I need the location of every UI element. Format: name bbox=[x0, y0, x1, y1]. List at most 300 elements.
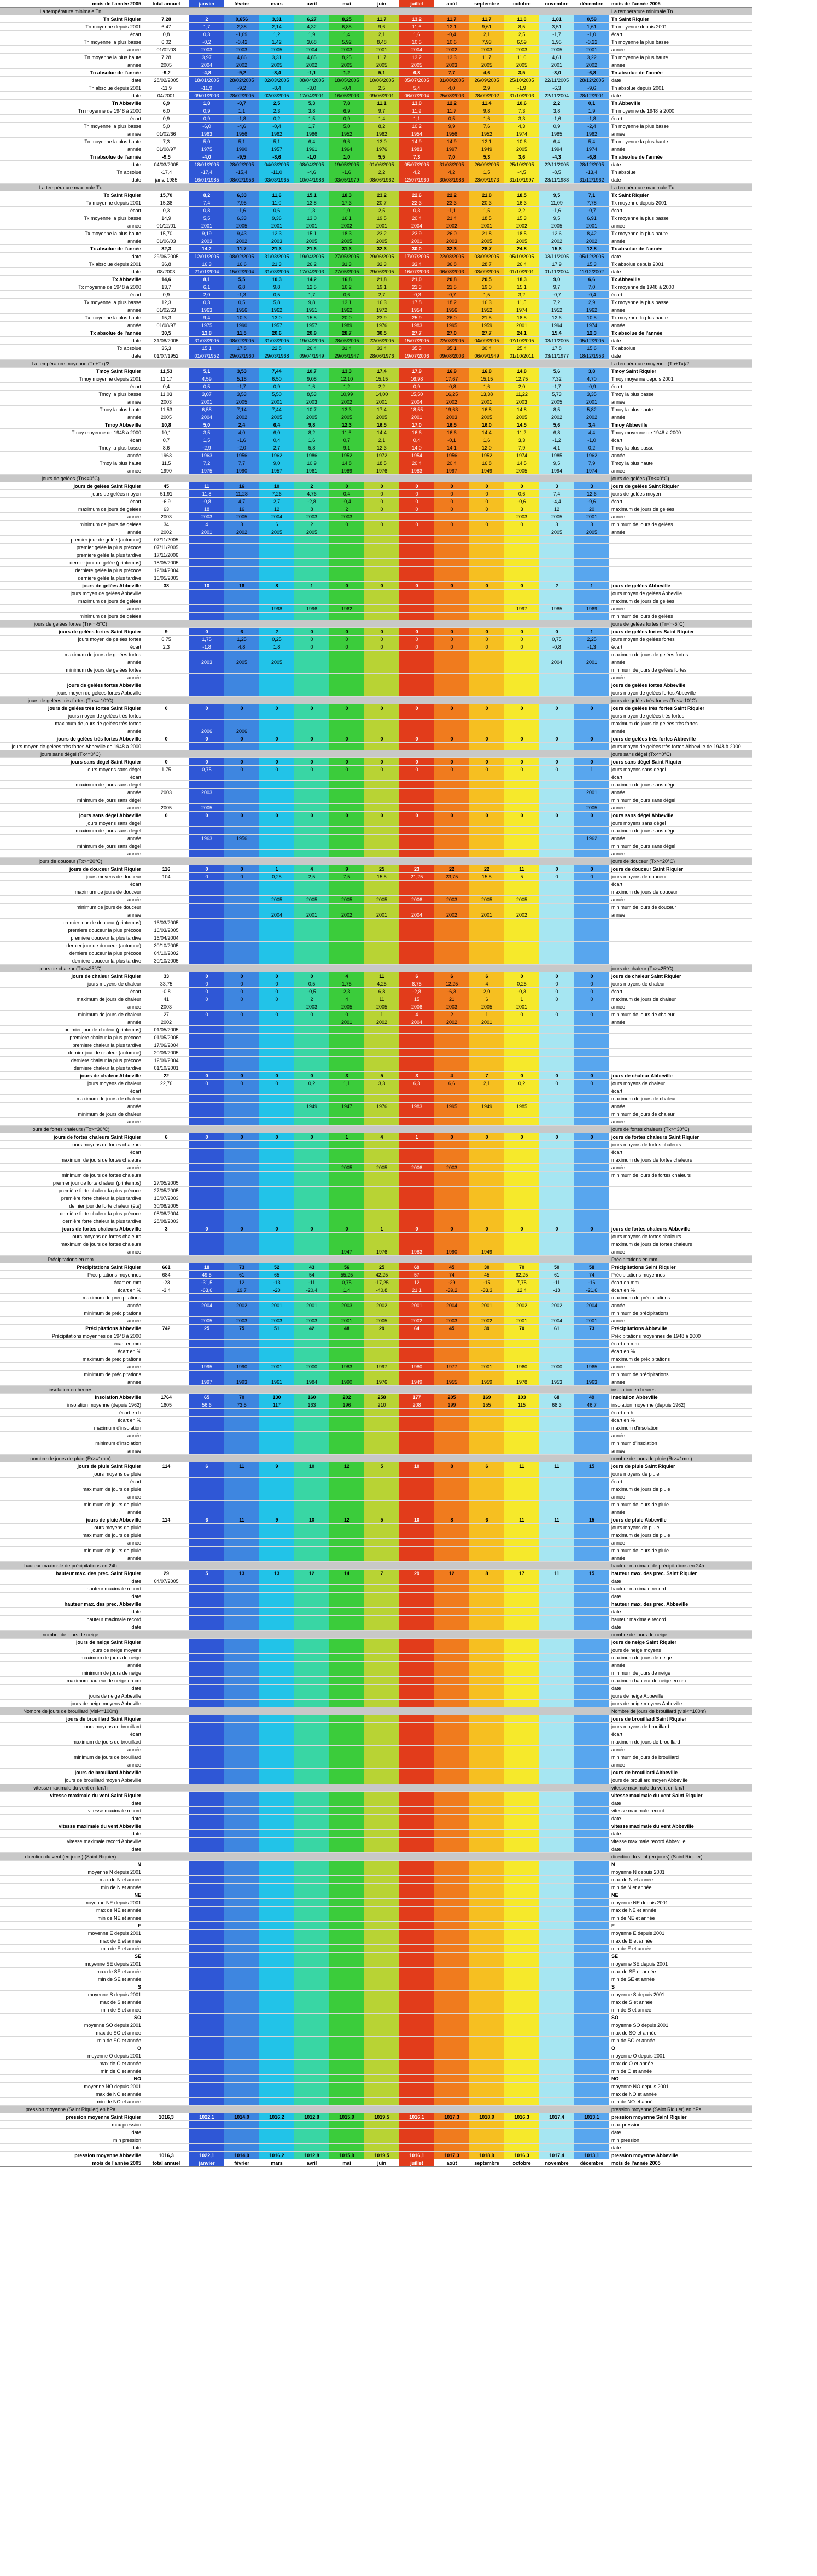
month-cell bbox=[539, 1930, 574, 1937]
month-cell bbox=[329, 1187, 364, 1194]
month-cell: 2003 bbox=[434, 1164, 469, 1172]
month-cell: 17/04/2001 bbox=[294, 92, 329, 100]
month-cell bbox=[189, 1907, 224, 1914]
month-cell bbox=[329, 1217, 364, 1225]
annual-cell bbox=[143, 1340, 189, 1348]
annual-cell bbox=[143, 1968, 189, 1975]
section-fill bbox=[434, 1256, 469, 1263]
month-cell: 0,2 bbox=[504, 1080, 539, 1087]
month-cell: 57 bbox=[399, 1271, 434, 1279]
row-label: maximum de précipitations bbox=[0, 1294, 143, 1302]
month-cell: 2001 bbox=[259, 398, 294, 406]
month-cell: 0 bbox=[539, 980, 574, 988]
month-cell: 17,8 bbox=[224, 345, 259, 352]
month-cell: 1949 bbox=[294, 1103, 329, 1110]
month-cell bbox=[469, 1868, 504, 1876]
row-label-right: année bbox=[609, 1508, 752, 1516]
month-cell bbox=[504, 1608, 539, 1616]
row-label: moyenne N depuis 2001 bbox=[0, 1868, 143, 1876]
row-label-right: hauteur max. des prec. Abbeville bbox=[609, 1600, 752, 1608]
annual-cell bbox=[143, 1233, 189, 1240]
header-month: mars bbox=[259, 0, 294, 8]
month-cell bbox=[469, 1761, 504, 1769]
month-cell: 18,2 bbox=[434, 299, 469, 306]
row-label: date bbox=[0, 77, 143, 84]
row-label: derniere douceur la plus précoce bbox=[0, 949, 143, 957]
month-cell bbox=[224, 1554, 259, 1562]
month-cell bbox=[224, 773, 259, 781]
month-cell: -4,6 bbox=[294, 168, 329, 176]
month-cell bbox=[259, 1554, 294, 1562]
month-cell: 4 bbox=[329, 995, 364, 1003]
month-cell bbox=[189, 605, 224, 613]
annual-cell: 114 bbox=[143, 1462, 189, 1470]
row-label: écart bbox=[0, 436, 143, 444]
month-cell: 2001 bbox=[574, 789, 609, 796]
month-cell: 0 bbox=[434, 628, 469, 636]
month-cell bbox=[364, 957, 399, 965]
month-cell: 18,5 bbox=[504, 314, 539, 322]
month-cell: septembre bbox=[469, 2159, 504, 2167]
month-cell: mars bbox=[259, 2159, 294, 2167]
month-cell bbox=[469, 1998, 504, 2006]
section-fill bbox=[574, 184, 609, 191]
month-cell bbox=[364, 796, 399, 804]
month-cell: 1959 bbox=[469, 322, 504, 329]
row-label-right: année bbox=[609, 789, 752, 796]
row-label: écart bbox=[0, 773, 143, 781]
month-cell bbox=[224, 551, 259, 559]
month-cell: 2003 bbox=[329, 1302, 364, 1309]
row-label-right: minimum de jours de chaleur bbox=[609, 1110, 752, 1118]
month-cell bbox=[259, 1026, 294, 1034]
month-cell: -9,2 bbox=[224, 84, 259, 92]
month-cell bbox=[504, 1485, 539, 1493]
month-cell: 74 bbox=[434, 1271, 469, 1279]
section-fill bbox=[539, 1784, 574, 1792]
month-cell bbox=[294, 1746, 329, 1753]
month-cell bbox=[399, 1608, 434, 1616]
month-cell bbox=[364, 1639, 399, 1646]
month-cell bbox=[294, 1018, 329, 1026]
month-cell: 9,5 bbox=[539, 214, 574, 222]
month-cell: 4,1 bbox=[539, 444, 574, 452]
month-cell: 7,4 bbox=[539, 490, 574, 498]
month-cell bbox=[329, 1845, 364, 1853]
month-cell: 1,42 bbox=[259, 38, 294, 46]
month-cell bbox=[294, 1087, 329, 1095]
section-fill bbox=[574, 1562, 609, 1570]
month-cell bbox=[574, 1639, 609, 1646]
month-cell bbox=[574, 2052, 609, 2060]
month-cell: 31/03/2005 bbox=[259, 337, 294, 345]
month-cell bbox=[364, 1914, 399, 1922]
row-label-right: écart bbox=[609, 31, 752, 38]
row-label: insolation Abbeville bbox=[0, 1394, 143, 1401]
month-cell: -8,6 bbox=[259, 153, 294, 161]
month-cell bbox=[329, 804, 364, 812]
month-cell bbox=[434, 1608, 469, 1616]
annual-cell bbox=[143, 1554, 189, 1562]
month-cell bbox=[434, 1348, 469, 1355]
month-cell: 9 bbox=[259, 1462, 294, 1470]
month-cell: 1,5 bbox=[294, 115, 329, 123]
annual-cell bbox=[143, 1884, 189, 1891]
month-cell bbox=[399, 1654, 434, 1662]
annual-cell: 0 bbox=[143, 758, 189, 766]
month-cell: 2001 bbox=[399, 237, 434, 245]
annual-cell bbox=[143, 1822, 189, 1830]
month-cell bbox=[434, 1417, 469, 1424]
month-cell: 3 bbox=[224, 521, 259, 528]
month-cell: 68 bbox=[539, 1394, 574, 1401]
row-label-right: moyenne O depuis 2001 bbox=[609, 2052, 752, 2060]
month-cell bbox=[504, 1761, 539, 1769]
month-cell bbox=[189, 1937, 224, 1945]
row-label-right: maximum de précipitations bbox=[609, 1355, 752, 1363]
month-cell bbox=[364, 1141, 399, 1149]
month-cell bbox=[399, 1110, 434, 1118]
month-cell bbox=[294, 1646, 329, 1654]
month-cell bbox=[504, 1194, 539, 1202]
month-cell: 0,2 bbox=[259, 115, 294, 123]
row-label: vitesse maximale du vent Abbeville bbox=[0, 1822, 143, 1830]
month-cell bbox=[504, 904, 539, 911]
row-label-right: moyenne SE depuis 2001 bbox=[609, 1960, 752, 1968]
month-cell: 08/04/2005 bbox=[294, 77, 329, 84]
month-cell bbox=[539, 1937, 574, 1945]
month-cell bbox=[504, 1616, 539, 1623]
month-cell bbox=[294, 1470, 329, 1478]
row-label-right: jours de brouillard Abbeville bbox=[609, 1769, 752, 1776]
row-label: jours moyens de fortes chaleurs bbox=[0, 1233, 143, 1240]
month-cell bbox=[469, 1485, 504, 1493]
month-cell bbox=[574, 1654, 609, 1662]
month-cell bbox=[259, 1424, 294, 1432]
month-cell: 17/07/2005 bbox=[399, 253, 434, 260]
row-label: date bbox=[0, 352, 143, 360]
month-cell bbox=[574, 2098, 609, 2106]
month-cell: 2003 bbox=[189, 658, 224, 666]
row-label-right: année bbox=[609, 145, 752, 153]
month-cell: 1,4 bbox=[329, 1286, 364, 1294]
month-cell bbox=[224, 559, 259, 567]
annual-cell: 10,8 bbox=[143, 421, 189, 429]
month-cell bbox=[364, 1149, 399, 1156]
section-fill bbox=[364, 1707, 399, 1715]
month-cell bbox=[399, 1547, 434, 1554]
section-fill bbox=[224, 1853, 259, 1861]
row-label-right: écart bbox=[609, 383, 752, 391]
row-label-right: jours moyens de fortes chaleurs bbox=[609, 1141, 752, 1149]
row-label: jours de brouillard Saint Riquier bbox=[0, 1715, 143, 1723]
month-cell: 0 bbox=[399, 521, 434, 528]
month-cell: 24,1 bbox=[504, 329, 539, 337]
month-cell bbox=[399, 1508, 434, 1516]
month-cell bbox=[329, 1172, 364, 1179]
month-cell bbox=[434, 1692, 469, 1700]
row-label: écart bbox=[0, 207, 143, 214]
month-cell: 9,8 bbox=[294, 299, 329, 306]
annual-cell bbox=[143, 2014, 189, 2021]
month-cell: 1949 bbox=[469, 1248, 504, 1256]
month-cell bbox=[469, 1187, 504, 1194]
month-cell bbox=[294, 2052, 329, 2060]
month-cell bbox=[259, 727, 294, 735]
annual-cell: 38 bbox=[143, 582, 189, 590]
row-label: max de NO et année bbox=[0, 2090, 143, 2098]
month-cell bbox=[539, 1217, 574, 1225]
month-cell bbox=[329, 551, 364, 559]
month-cell bbox=[399, 674, 434, 681]
month-cell bbox=[224, 2044, 259, 2052]
month-cell bbox=[469, 1669, 504, 1677]
month-cell bbox=[294, 597, 329, 605]
month-cell: 3,5 bbox=[504, 69, 539, 77]
month-cell bbox=[259, 1639, 294, 1646]
month-cell: 0,9 bbox=[329, 115, 364, 123]
month-cell bbox=[294, 773, 329, 781]
month-cell bbox=[329, 1417, 364, 1424]
row-label: jours moyens de chaleur bbox=[0, 980, 143, 988]
month-cell: 0 bbox=[294, 1011, 329, 1018]
month-cell: 1952 bbox=[469, 130, 504, 138]
month-cell: 2002 bbox=[399, 1317, 434, 1325]
month-cell bbox=[224, 590, 259, 597]
month-cell: 4 bbox=[399, 1011, 434, 1018]
month-cell bbox=[224, 804, 259, 812]
annual-cell bbox=[143, 1317, 189, 1325]
month-cell: 2002 bbox=[574, 61, 609, 69]
row-label-right: Tn Abbeville bbox=[609, 100, 752, 107]
month-cell bbox=[504, 1156, 539, 1164]
row-label: date bbox=[0, 1623, 143, 1631]
month-cell bbox=[574, 597, 609, 605]
row-label-right: maximum hauteur de neige en cm bbox=[609, 1677, 752, 1685]
month-cell: 7,8 bbox=[329, 100, 364, 107]
header-left: mois de l'année 2005 bbox=[0, 0, 143, 8]
month-cell: -4,0 bbox=[189, 153, 224, 161]
row-label-right: NE bbox=[609, 1891, 752, 1899]
month-cell bbox=[434, 1700, 469, 1707]
section-fill bbox=[329, 697, 364, 704]
month-cell bbox=[224, 1753, 259, 1761]
annual-cell: 28/02/2005 bbox=[143, 77, 189, 84]
row-label-right: Tx absolue depuis 2001 bbox=[609, 260, 752, 268]
month-cell bbox=[539, 1593, 574, 1600]
month-cell bbox=[504, 2014, 539, 2021]
month-cell: 1,5 bbox=[469, 207, 504, 214]
annual-cell: 0 bbox=[143, 812, 189, 819]
month-cell bbox=[294, 1355, 329, 1363]
month-cell: 11,7 bbox=[224, 245, 259, 253]
month-cell bbox=[364, 720, 399, 727]
annual-cell: 27 bbox=[143, 1011, 189, 1018]
month-cell: 1990 bbox=[434, 1248, 469, 1256]
annual-cell: 30,5 bbox=[143, 329, 189, 337]
month-cell: 7,9 bbox=[504, 444, 539, 452]
month-cell bbox=[294, 1141, 329, 1149]
month-cell: 13,3 bbox=[434, 54, 469, 61]
row-label: jours moyen de gelées fortes bbox=[0, 636, 143, 643]
row-label-right: jours de chaleur (Tx>=25°C) bbox=[609, 965, 752, 972]
month-cell bbox=[364, 1217, 399, 1225]
month-cell: 2 bbox=[294, 995, 329, 1003]
month-cell bbox=[259, 1508, 294, 1516]
month-cell bbox=[539, 1095, 574, 1103]
month-cell bbox=[364, 850, 399, 858]
month-cell: 74 bbox=[574, 1271, 609, 1279]
row-label: date bbox=[0, 92, 143, 100]
month-cell: -0,5 bbox=[294, 988, 329, 995]
month-cell: 16,3 bbox=[189, 260, 224, 268]
month-cell: 2001 bbox=[504, 1003, 539, 1011]
month-cell: 0 bbox=[364, 521, 399, 528]
month-cell: 18/01/2005 bbox=[189, 77, 224, 84]
month-cell bbox=[539, 1049, 574, 1057]
month-cell bbox=[259, 1700, 294, 1707]
month-cell bbox=[434, 2083, 469, 2090]
month-cell bbox=[294, 1217, 329, 1225]
month-cell bbox=[574, 1891, 609, 1899]
month-cell: 2005 bbox=[294, 413, 329, 421]
month-cell bbox=[294, 1110, 329, 1118]
month-cell bbox=[259, 949, 294, 957]
month-cell bbox=[329, 597, 364, 605]
row-label: jours de douceur Saint Riquier bbox=[0, 865, 143, 873]
month-cell bbox=[329, 1968, 364, 1975]
row-label: Tn absolue de l'année bbox=[0, 69, 143, 77]
row-label: écart en mm bbox=[0, 1279, 143, 1286]
month-cell: 1976 bbox=[364, 145, 399, 153]
month-cell bbox=[539, 1960, 574, 1968]
annual-cell bbox=[143, 1493, 189, 1501]
month-cell bbox=[364, 1087, 399, 1095]
section-fill bbox=[504, 1386, 539, 1394]
row-label-right: écart en % bbox=[609, 1348, 752, 1355]
header-month: janvier bbox=[189, 0, 224, 8]
month-cell: 1017,4 bbox=[539, 2152, 574, 2159]
month-cell bbox=[574, 1478, 609, 1485]
month-cell: 2001 bbox=[469, 1018, 504, 1026]
month-cell bbox=[224, 681, 259, 689]
month-cell bbox=[189, 1884, 224, 1891]
month-cell bbox=[434, 1807, 469, 1815]
month-cell bbox=[329, 559, 364, 567]
month-cell bbox=[504, 1539, 539, 1547]
month-cell: 1956 bbox=[434, 306, 469, 314]
month-cell: 1 bbox=[574, 582, 609, 590]
row-label: jours de gelées fortes Saint Riquier bbox=[0, 628, 143, 636]
month-cell bbox=[294, 1041, 329, 1049]
month-cell bbox=[224, 1776, 259, 1784]
month-cell: 0 bbox=[259, 1133, 294, 1141]
month-cell bbox=[329, 1815, 364, 1822]
month-cell: 22,6 bbox=[399, 191, 434, 199]
section-fill bbox=[294, 1386, 329, 1394]
month-cell bbox=[574, 743, 609, 750]
month-cell bbox=[469, 1830, 504, 1838]
month-cell bbox=[259, 1922, 294, 1930]
month-cell: 0 bbox=[574, 704, 609, 712]
month-cell bbox=[224, 2052, 259, 2060]
month-cell: 75 bbox=[224, 1325, 259, 1332]
month-cell: 2005 bbox=[329, 896, 364, 904]
month-cell bbox=[539, 567, 574, 574]
month-cell bbox=[574, 1953, 609, 1960]
month-cell: 2001 bbox=[189, 222, 224, 230]
row-label: maximum de jours sans dégel bbox=[0, 781, 143, 789]
annual-cell bbox=[143, 827, 189, 835]
row-label-right: jours de chaleur Abbeville bbox=[609, 1072, 752, 1080]
month-cell bbox=[504, 743, 539, 750]
month-cell: 1,5 bbox=[189, 436, 224, 444]
month-cell bbox=[574, 1983, 609, 1991]
month-cell bbox=[434, 1470, 469, 1478]
month-cell: 2000 bbox=[294, 1363, 329, 1371]
month-cell bbox=[189, 1738, 224, 1746]
month-cell bbox=[224, 1501, 259, 1508]
row-label-right: date bbox=[609, 268, 752, 276]
month-cell: 2005 bbox=[469, 237, 504, 245]
month-cell bbox=[329, 1049, 364, 1057]
row-label: E bbox=[0, 1922, 143, 1930]
month-cell bbox=[539, 1417, 574, 1424]
month-cell: 1,6 bbox=[469, 383, 504, 391]
month-cell: 16,3 bbox=[364, 299, 399, 306]
month-cell bbox=[399, 789, 434, 796]
month-cell bbox=[399, 1761, 434, 1769]
row-label: jours de neige Saint Riquier bbox=[0, 1639, 143, 1646]
month-cell bbox=[294, 727, 329, 735]
month-cell bbox=[294, 1149, 329, 1156]
row-label: date bbox=[0, 1845, 143, 1853]
month-cell bbox=[469, 536, 504, 544]
annual-cell: 2003 bbox=[143, 1003, 189, 1011]
month-cell bbox=[259, 1409, 294, 1417]
row-label: Tx moyenne de 1948 à 2000 bbox=[0, 283, 143, 291]
month-cell bbox=[504, 1018, 539, 1026]
row-label: année bbox=[0, 896, 143, 904]
month-cell bbox=[294, 1991, 329, 1998]
month-cell: 16,9 bbox=[434, 368, 469, 375]
month-cell: 1990 bbox=[224, 322, 259, 329]
section-fill bbox=[434, 1707, 469, 1715]
month-cell: 45 bbox=[434, 1325, 469, 1332]
annual-cell: 04/2001 bbox=[143, 92, 189, 100]
month-cell: 2006 bbox=[224, 727, 259, 735]
month-cell bbox=[504, 2098, 539, 2106]
annual-cell bbox=[143, 1294, 189, 1302]
month-cell: 1013,1 bbox=[574, 2152, 609, 2159]
month-cell: 73 bbox=[574, 1325, 609, 1332]
annual-cell: 2,3 bbox=[143, 643, 189, 651]
annual-cell bbox=[143, 1922, 189, 1930]
month-cell bbox=[469, 605, 504, 613]
month-cell bbox=[574, 896, 609, 904]
annual-cell bbox=[143, 1149, 189, 1156]
section-fill bbox=[329, 8, 364, 15]
row-label: dernier jour de chaleur (automne) bbox=[0, 1049, 143, 1057]
annual-cell: 30/10/2005 bbox=[143, 957, 189, 965]
row-label-right: écart bbox=[609, 773, 752, 781]
month-cell: 2003 bbox=[189, 237, 224, 245]
row-label-right bbox=[609, 1026, 752, 1034]
month-cell bbox=[469, 1348, 504, 1355]
month-cell bbox=[574, 1876, 609, 1884]
month-cell bbox=[259, 1830, 294, 1838]
month-cell bbox=[364, 1026, 399, 1034]
